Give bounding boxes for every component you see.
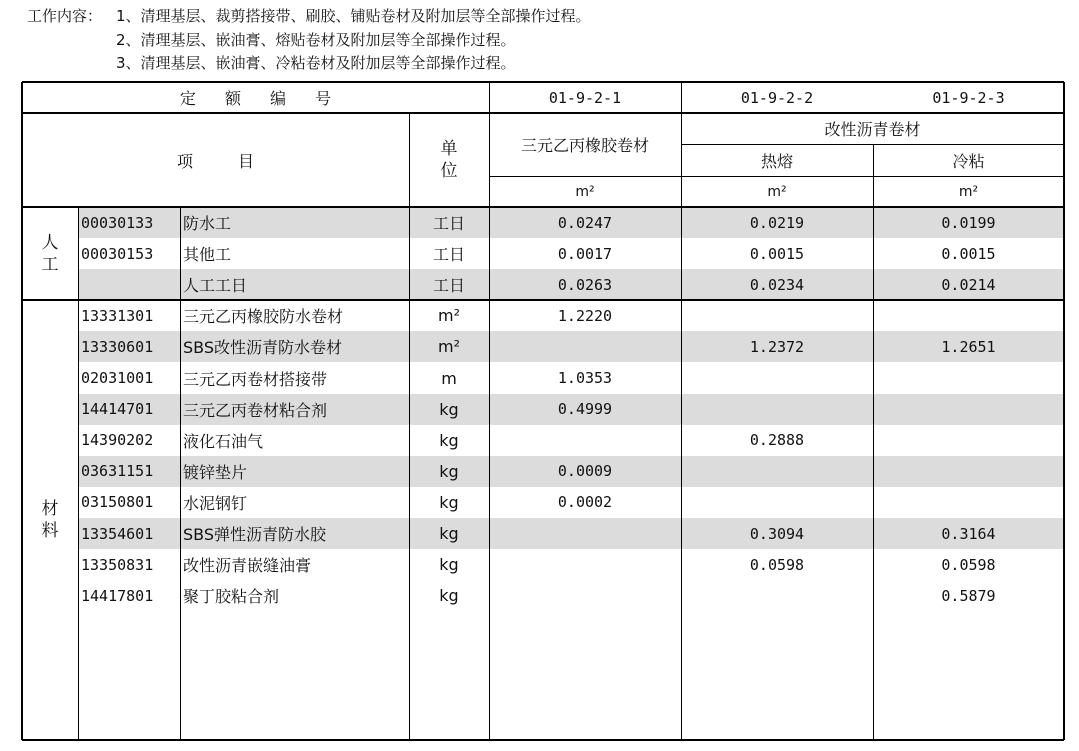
value-col2 <box>681 487 873 518</box>
v-rule <box>681 82 682 740</box>
value-col1 <box>489 425 681 456</box>
value-col2: 0.0219 <box>749 213 805 232</box>
value-col3 <box>873 456 1064 487</box>
v-rule <box>409 113 410 740</box>
value-col3: 0.3164 <box>941 524 996 543</box>
value-col1: 0.0009 <box>557 462 613 481</box>
h-rule <box>22 206 1064 208</box>
unit-header: m² <box>767 183 787 200</box>
unit-label-char: 位 <box>440 161 458 181</box>
group-name: 改性沥青卷材 <box>824 120 921 139</box>
value-col1 <box>489 580 681 611</box>
value-col2: 1.2372 <box>749 337 805 356</box>
value-col2 <box>681 456 873 487</box>
work-content-line-2: 2、清理基层、嵌油膏、熔贴卷材及附加层等全部操作过程。 <box>116 31 516 49</box>
value-col2: 0.3094 <box>749 524 805 543</box>
value-col3 <box>873 487 1064 518</box>
v-rule <box>21 82 23 740</box>
item-name: 三元乙丙卷材搭接带 <box>183 369 328 389</box>
value-col2: 0.0234 <box>749 275 805 294</box>
item-name: 防水工 <box>183 214 232 234</box>
item-code <box>78 269 183 300</box>
item-code: 13354601 <box>81 524 154 543</box>
item-unit: m <box>441 368 457 388</box>
col3-name: 冷粘 <box>952 151 985 171</box>
item-name: 三元乙丙卷材粘合剂 <box>183 400 328 420</box>
item-code: 14417801 <box>81 586 154 605</box>
quota-code: 01-9-2-1 <box>548 88 622 107</box>
value-col1: 0.0017 <box>557 244 613 263</box>
item-code: 02031001 <box>81 369 154 388</box>
item-unit: kg <box>439 461 459 481</box>
item-name: 三元乙丙橡胶防水卷材 <box>183 307 344 327</box>
item-name: 聚丁胶粘合剂 <box>183 587 280 607</box>
item-unit: kg <box>439 586 459 606</box>
item-unit: kg <box>439 524 459 544</box>
col1-name: 三元乙丙橡胶卷材 <box>520 136 649 155</box>
h-rule <box>22 81 1064 83</box>
value-col3 <box>873 363 1064 394</box>
item-unit: kg <box>439 399 459 419</box>
v-rule <box>78 207 79 740</box>
item-unit: m² <box>438 306 460 326</box>
value-col3: 0.0598 <box>941 555 996 574</box>
v-rule <box>180 207 181 740</box>
value-col3: 1.2651 <box>941 337 996 356</box>
value-col2 <box>681 394 873 425</box>
value-col3: 0.0199 <box>941 213 996 232</box>
value-col1: 0.0263 <box>557 275 613 294</box>
value-col1: 0.4999 <box>557 400 613 419</box>
section-label-char: 工 <box>41 254 59 275</box>
item-name: 镀锌垫片 <box>183 462 248 482</box>
unit-label <box>409 113 489 207</box>
item-name: SBS改性沥青防水卷材 <box>183 338 343 358</box>
v-rule <box>489 82 490 740</box>
unit-label-char: 单 <box>440 139 458 159</box>
section-label-char: 材 <box>41 499 59 520</box>
item-code: 13350831 <box>81 555 154 574</box>
item-code: 00030153 <box>81 244 154 263</box>
section-label <box>22 207 78 300</box>
item-unit: m² <box>438 337 460 357</box>
v-rule <box>1063 82 1065 740</box>
item-unit: kg <box>439 555 459 575</box>
section-label-char: 料 <box>41 521 59 542</box>
item-name: SBS弹性沥青防水胶 <box>183 525 327 545</box>
v-rule <box>873 144 874 740</box>
item-code: 03631151 <box>81 462 154 481</box>
item-code: 14390202 <box>81 431 154 450</box>
value-col3: 0.5879 <box>941 586 996 605</box>
item-code: 13331301 <box>81 306 154 325</box>
value-col1 <box>489 331 681 362</box>
h-rule <box>22 112 1064 114</box>
item-unit: kg <box>439 492 459 512</box>
quota-number-label: 定 额 编 号 <box>179 89 332 108</box>
value-col3 <box>873 300 1064 331</box>
col2-name: 热熔 <box>760 151 793 171</box>
unit-header: m² <box>958 183 979 200</box>
section-label-char: 人 <box>41 232 59 253</box>
item-code: 14414701 <box>81 400 154 419</box>
item-unit: 工日 <box>432 214 465 234</box>
value-col1: 0.0247 <box>557 213 613 232</box>
work-content-line-1: 1、清理基层、裁剪搭接带、刷胶、铺贴卷材及附加层等全部操作过程。 <box>116 7 591 25</box>
value-col2: 0.0598 <box>749 555 805 574</box>
value-col2: 0.2888 <box>749 431 805 450</box>
h-rule <box>489 176 1064 177</box>
value-col2 <box>681 300 873 331</box>
unit-header: m² <box>575 183 595 200</box>
item-name: 其他工 <box>183 245 232 265</box>
value-col1 <box>489 549 681 580</box>
quota-code: 01-9-2-2 <box>740 88 814 107</box>
section-label <box>22 300 78 740</box>
item-code: 13330601 <box>81 337 154 356</box>
value-col3 <box>873 394 1064 425</box>
value-col3: 0.0214 <box>941 275 996 294</box>
work-content-label: 工作内容： <box>27 7 103 25</box>
value-col3 <box>873 425 1064 456</box>
h-rule <box>22 299 1064 301</box>
item-name: 液化石油气 <box>183 431 264 451</box>
value-col3: 0.0015 <box>941 244 996 263</box>
item-unit: kg <box>439 430 459 450</box>
item-code: 00030133 <box>81 213 154 232</box>
value-col1 <box>489 518 681 549</box>
quota-code: 01-9-2-3 <box>932 88 1005 107</box>
item-unit: 工日 <box>432 276 465 296</box>
item-name: 改性沥青嵌缝油膏 <box>183 556 312 576</box>
h-rule <box>22 739 1064 741</box>
work-content-line-3: 3、清理基层、嵌油膏、冷粘卷材及附加层等全部操作过程。 <box>116 54 516 72</box>
item-code: 03150801 <box>81 493 154 512</box>
value-col2 <box>681 580 873 611</box>
item-name: 人工工日 <box>183 276 248 296</box>
value-col2: 0.0015 <box>749 244 805 263</box>
value-col1: 1.2220 <box>557 306 613 325</box>
item-unit: 工日 <box>432 245 465 265</box>
value-col1: 1.0353 <box>557 369 613 388</box>
item-name: 水泥钢钉 <box>183 493 248 513</box>
value-col1: 0.0002 <box>557 493 613 512</box>
value-col2 <box>681 363 873 394</box>
item-label: 项 目 <box>176 151 255 171</box>
